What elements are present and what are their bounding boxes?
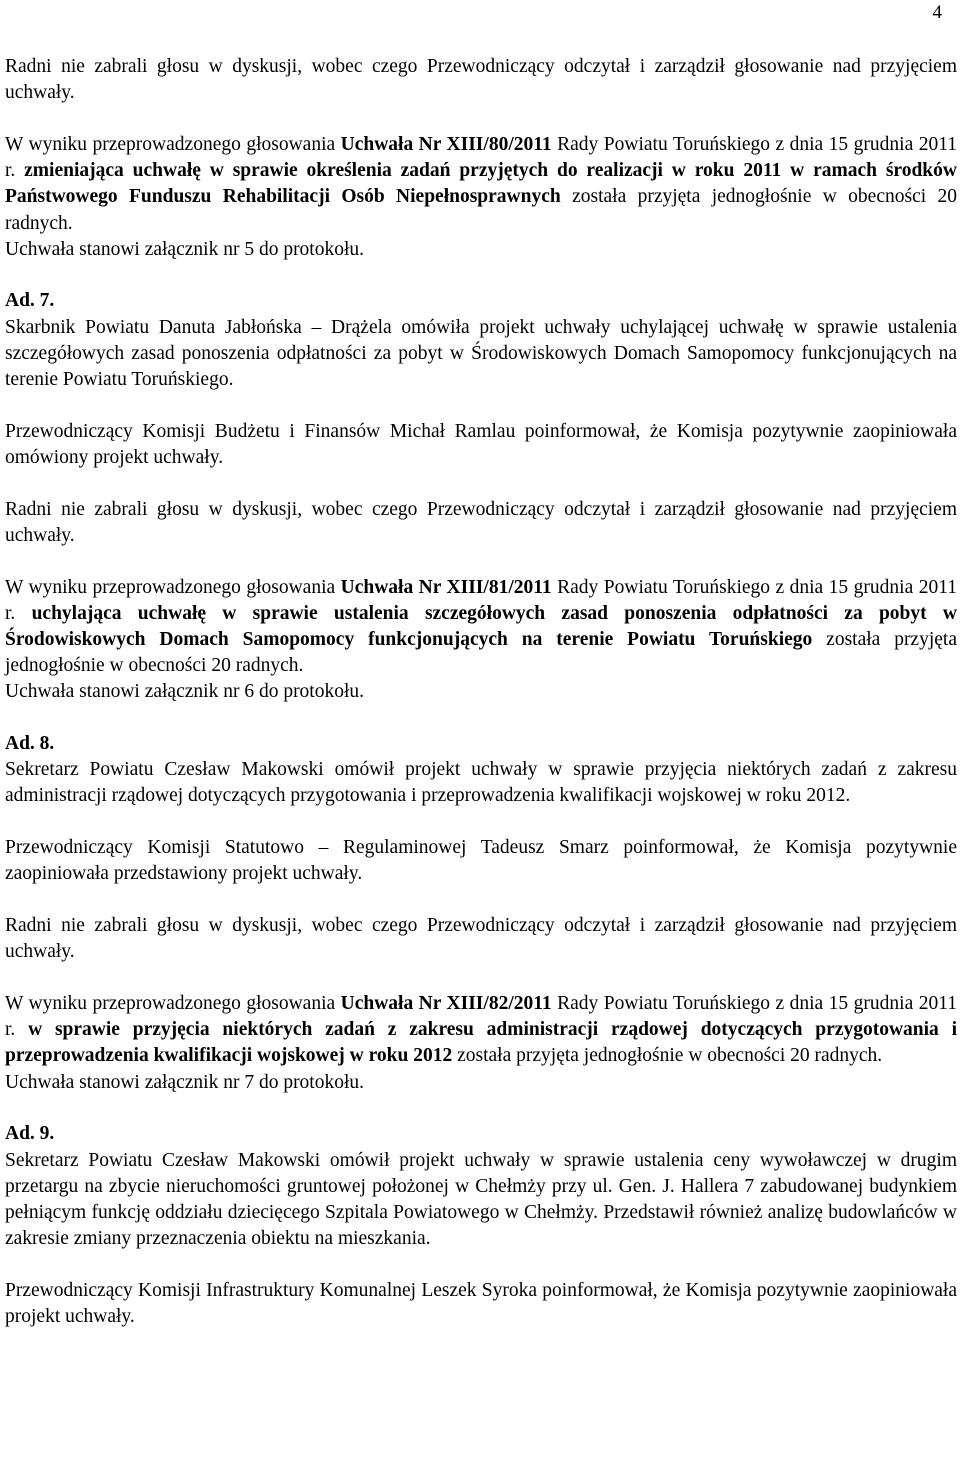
paragraph-statutory-committee: Przewodniczący Komisji Statutowo – Regulaminowej Tadeusz Smarz poinformował, że Komisja pozytywnie zaopiniowała przedstawiony projekt uchwały. <box>5 837 957 885</box>
section-ad-8 <box>5 731 957 810</box>
resolution-82-result: została przyjęta jednogłośnie w obecności 20 radnych. <box>452 1045 883 1067</box>
resolution-82-number: Uchwała Nr XIII/82/2011 <box>340 992 552 1014</box>
resolution-81-number: Uchwała Nr XIII/81/2011 <box>340 576 552 598</box>
heading-ad-8: Ad. 8. <box>5 733 55 755</box>
ad-8-text: Sekretarz Powiatu Czesław Makowski omówił projekt uchwały w sprawie przyjęcia niektórych zadań z zakresu administracji rządowej dotyczących przygotowania i przeprowadzenia kwalifikacji wojskowej w roku 2012. <box>5 759 957 807</box>
document-body <box>5 54 957 1330</box>
resolution-81-date: Rady Powiatu Toruńskiego z dnia 15 grudnia 2011 r. <box>5 576 957 624</box>
resolution-82-attachment: Uchwała stanowi załącznik nr 7 do protokołu. <box>5 1071 365 1093</box>
resolution-80-date: Rady Powiatu Toruńskiego z dnia 15 grudnia 2011 r. <box>5 133 957 182</box>
resolution-80-attachment: Uchwała stanowi załącznik nr 5 do protokołu. <box>5 238 365 260</box>
heading-ad-9: Ad. 9. <box>5 1123 55 1145</box>
resolution-80-number: Uchwała Nr XIII/80/2011 <box>340 133 552 155</box>
resolution-80-title: zmieniająca uchwałę w sprawie określenia zadań przyjętych do realizacji w roku 2011 w ramach środków Państwowego Funduszu Rehabilitacji Osób Niepełnosprawnych <box>5 160 957 208</box>
ad-9-text: Sekretarz Powiatu Czesław Makowski omówił projekt uchwały w sprawie ustalenia ceny wywoławczej w drugim przetargu na zbycie nieruchomości gruntowej położonej w Chełmży przy ul. Gen. J. Hallera 7 zabudowanej budynkiem pełniącym funkcję oddziału dziecięcego Szpitala Powiatowego w Chełmży. Przedstawił również analizę budowlańców w zakresie zmiany przeznaczenia obiektu na mieszkania. <box>5 1149 957 1250</box>
paragraph-budget-committee: Przewodniczący Komisji Budżetu i Finansów Michał Ramlau poinformował, że Komisja pozytywnie zaopiniowała omówiony projekt uchwały. <box>5 420 957 468</box>
paragraph-resolution-80 <box>5 132 957 263</box>
resolution-81-result: została przyjęta jednogłośnie w obecności 20 radnych. <box>5 628 957 677</box>
resolution-80-intro: W wyniku przeprowadzonego głosowania <box>5 133 341 155</box>
page-number: 4 <box>932 2 942 23</box>
document-page <box>5 0 957 1478</box>
paragraph-no-discussion-2: Radni nie zabrali głosu w dyskusji, wobec czego Przewodniczący odczytał i zarządził głosowanie nad przyjęciem uchwały. <box>5 498 957 546</box>
resolution-82-title: w sprawie przyjęcia niektórych zadań z zakresu administracji rządowej dotyczących przygotowania i przeprowadzenia kwalifikacji wojskowej w roku 2012 <box>5 1019 957 1067</box>
paragraph-infrastructure-committee: Przewodniczący Komisji Infrastruktury Komunalnej Leszek Syroka poinformował, że Komisja pozytywnie zaopiniowała projekt uchwały. <box>5 1279 957 1328</box>
heading-ad-7: Ad. 7. <box>5 290 55 312</box>
resolution-81-intro: W wyniku przeprowadzonego głosowania <box>5 576 341 598</box>
section-ad-9 <box>5 1121 957 1252</box>
paragraph-no-discussion-1: Radni nie zabrali głosu w dyskusji, wobec czego Przewodniczący odczytał i zarządził głosowanie nad przyjęciem uchwały. <box>5 56 957 104</box>
paragraph-resolution-81 <box>5 575 957 706</box>
ad-7-text: Skarbnik Powiatu Danuta Jabłońska – Drążela omówiła projekt uchwały uchylającej uchwałę w sprawie ustalenia szczegółowych zasad ponoszenia odpłatności za pobyt w Środowiskowych Domach Samopomocy funkcjonujących na terenie Powiatu Toruńskiego. <box>5 316 957 391</box>
resolution-81-attachment: Uchwała stanowi załącznik nr 6 do protokołu. <box>5 681 365 703</box>
resolution-82-date: Rady Powiatu Toruńskiego z dnia 15 grudnia 2011 r. <box>5 992 957 1041</box>
section-ad-7 <box>5 288 957 393</box>
resolution-81-title: uchylająca uchwałę w sprawie ustalenia szczegółowych zasad ponoszenia odpłatności za pobyt w Środowiskowych Domach Samopomocy funkcjonujących na terenie Powiatu Toruńskiego <box>5 602 957 650</box>
paragraph-resolution-82 <box>5 991 957 1096</box>
resolution-80-result: została przyjęta jednogłośnie w obecności 20 radnych. <box>5 186 957 234</box>
paragraph-no-discussion-3: Radni nie zabrali głosu w dyskusji, wobec czego Przewodniczący odczytał i zarządził głosowanie nad przyjęciem uchwały. <box>5 915 957 963</box>
resolution-82-intro: W wyniku przeprowadzonego głosowania <box>5 992 341 1014</box>
